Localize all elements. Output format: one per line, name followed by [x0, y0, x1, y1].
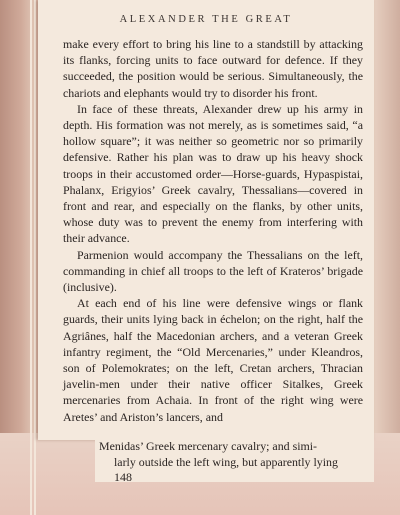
- text-line: Menidas’ Greek mercenary cavalry; and simi-: [99, 439, 318, 453]
- paragraph: Parmenion would accompany the Thessalians on the left, commanding in chief all troops to the left of Krateros’ brigade (inclusive).: [63, 247, 363, 295]
- paragraph: In face of these threats, Alexander drew up his army in depth. His formation was not merely, as is sometimes said, “a hollow square”; it was neither so geometric nor so primarily defensive. Rather his plan was to draw up his heavy shock troops in their accustomed order—Horse-guards, Hypaspistai, Phalanx, Erigyios’ Greek cavalry, Thessalians—covered in front and rear, and especially on the flanks, by other units, whose duty was to prevent the enemy from interfering with their advance.: [63, 101, 363, 246]
- body-text: [63, 36, 363, 425]
- paragraph: make every effort to bring his line to a standstill by attacking its flanks, forcing units to face outward for defence. If they succeeded, the position would be serious. Simultaneously, the chariots and elephants would try to disorder his front.: [63, 37, 363, 100]
- page-edge: [30, 0, 32, 515]
- paragraph: At each end of his line were defensive wings or flank guards, their units lying back in échelon; on the right, half the Agriânes, half the Macedonian archers, and a veteran Greek infantry regiment, the “Old Mercenaries,” under Kleandros, son of Polemokrates; on the left, Cretan archers, Thracian javelin-men under their native officer Sitalkes, Greek mercenaries from Achaia. In front of the right wing were Aretes’ and Ariston’s lancers, and: [63, 296, 363, 424]
- page-number: 148: [114, 470, 132, 484]
- page-edge: [34, 0, 36, 515]
- running-head: ALEXANDER THE GREAT: [119, 14, 293, 25]
- text-line: larly outside the left wing, but apparently lying: [114, 455, 338, 469]
